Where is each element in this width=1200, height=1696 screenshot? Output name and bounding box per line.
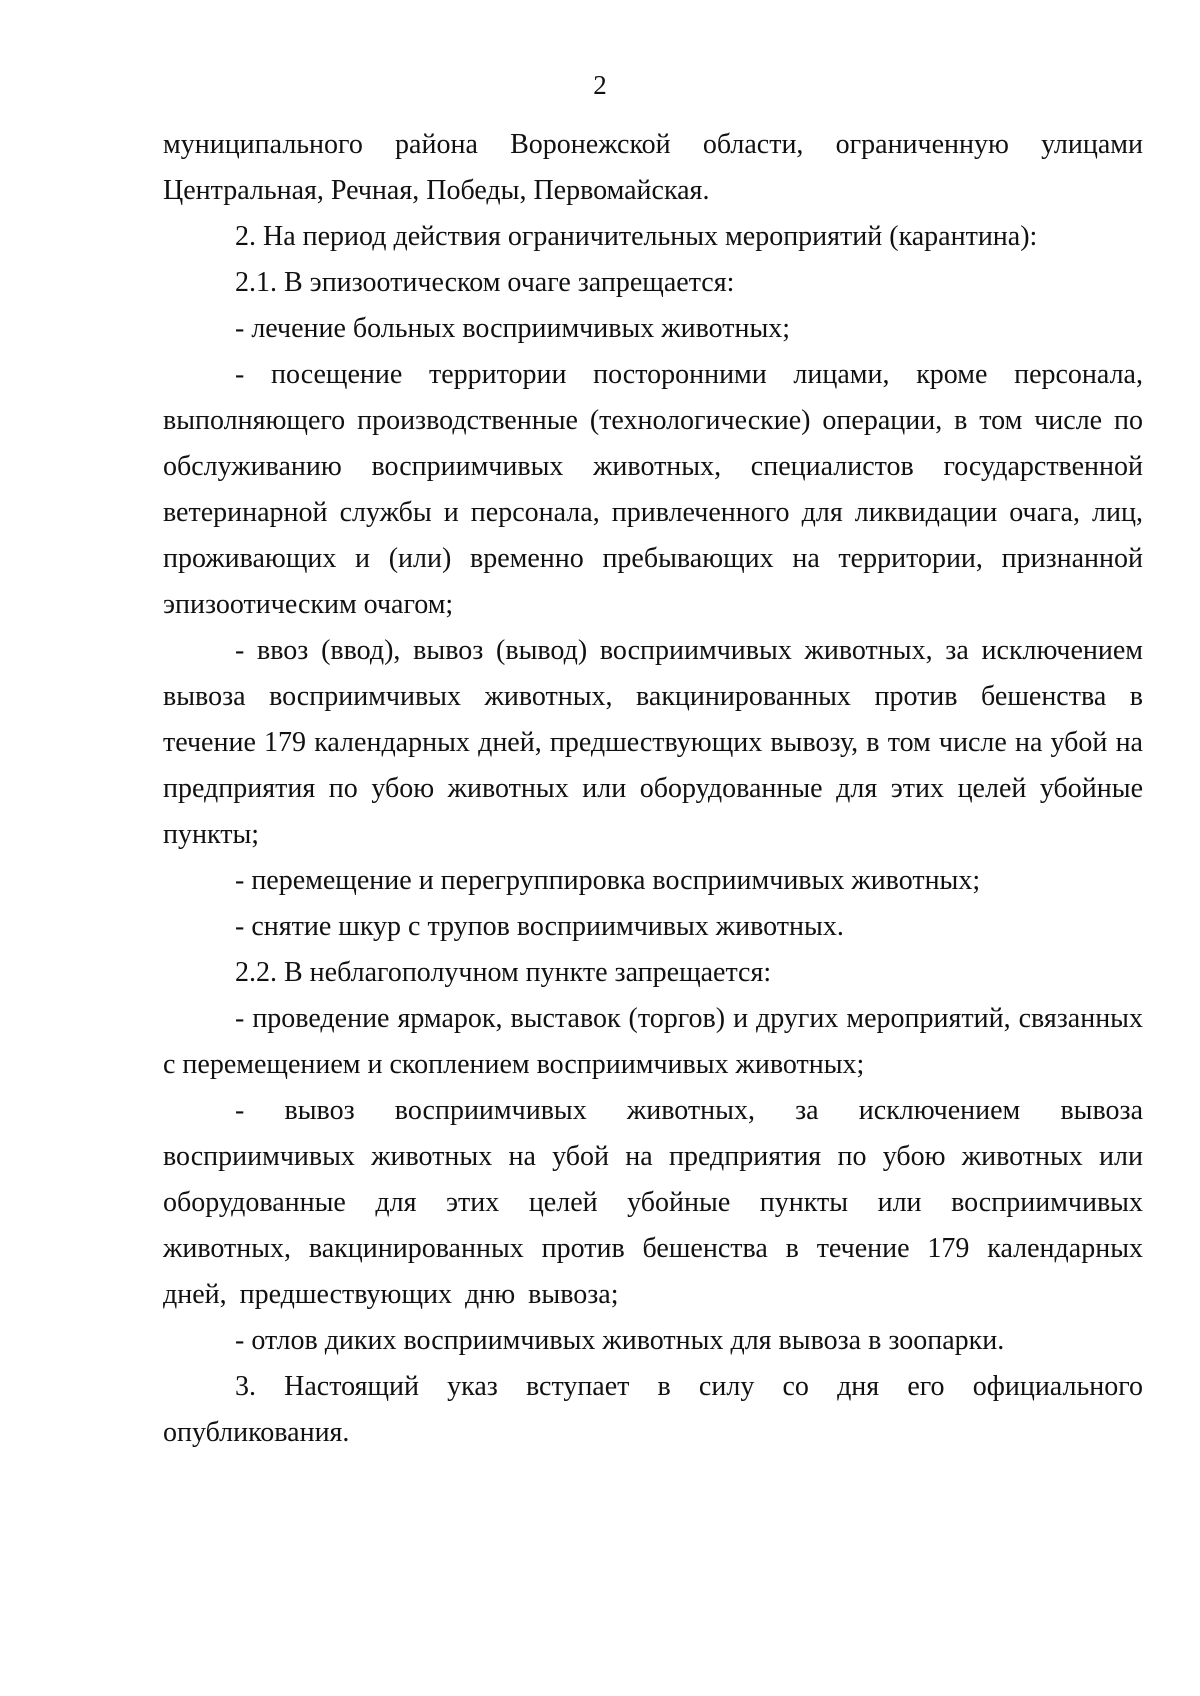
paragraph-bullet: - вывоз восприимчивых животных, за исключением вывоза восприимчивых животных на убой на предприятия по убою животных или оборудованные для этих целей убойные пункты или восприимчивых животных, вакцинированных против бешенства в течение 179 календарных дней, предшествующих дню вывоза; <box>163 1095 1143 1310</box>
paragraph-bullet: - проведение ярмарок, выставок (торгов) и других мероприятий, связанных с перемещением и скоплением восприимчивых животных; <box>163 1003 1143 1080</box>
paragraph-item-2-1: 2.1. В эпизоотическом очаге запрещается: <box>235 267 735 298</box>
paragraph-bullet: - снятие шкур с трупов восприимчивых животных. <box>235 911 844 942</box>
paragraph-bullet: - посещение территории посторонними лицами, кроме персонала, выполняющего производственные (технологические) операции, в том числе по обслуживанию восприимчивых животных, специалистов государственной ветеринарной службы и персонала, привлеченного для ликвидации очага, лиц, проживающих и (или) временно пребывающих на территории, признанной эпизоотическим очагом; <box>163 359 1143 620</box>
paragraph-continuation: муниципального района Воронежской области, ограниченную улицами Центральная, Речная, Победы, Первомайская. <box>163 129 1143 206</box>
paragraph-bullet: - отлов диких восприимчивых животных для вывоза в зоопарки. <box>235 1325 1005 1356</box>
paragraph-bullet: - ввоз (ввод), вывоз (вывод) восприимчивых животных, за исключением вывоза восприимчивых животных, вакцинированных против бешенства в течение 179 календарных дней, предшествующих вывозу, в том числе на убой на предприятия по убою животных или оборудованные для этих целей убойные пункты; <box>163 635 1143 850</box>
page-number: 2 <box>593 70 607 100</box>
paragraph-item-2: 2. На период действия ограничительных мероприятий (карантина): <box>235 221 1038 252</box>
paragraph-item-2-2: 2.2. В неблагополучном пункте запрещается: <box>235 957 772 988</box>
paragraph-bullet: - лечение больных восприимчивых животных; <box>235 313 791 344</box>
paragraph-item-3: 3. Настоящий указ вступает в силу со дня его официального опубликования. <box>163 1371 1143 1448</box>
document-body <box>163 122 1143 1456</box>
paragraph-bullet: - перемещение и перегруппировка восприимчивых животных; <box>235 865 981 896</box>
